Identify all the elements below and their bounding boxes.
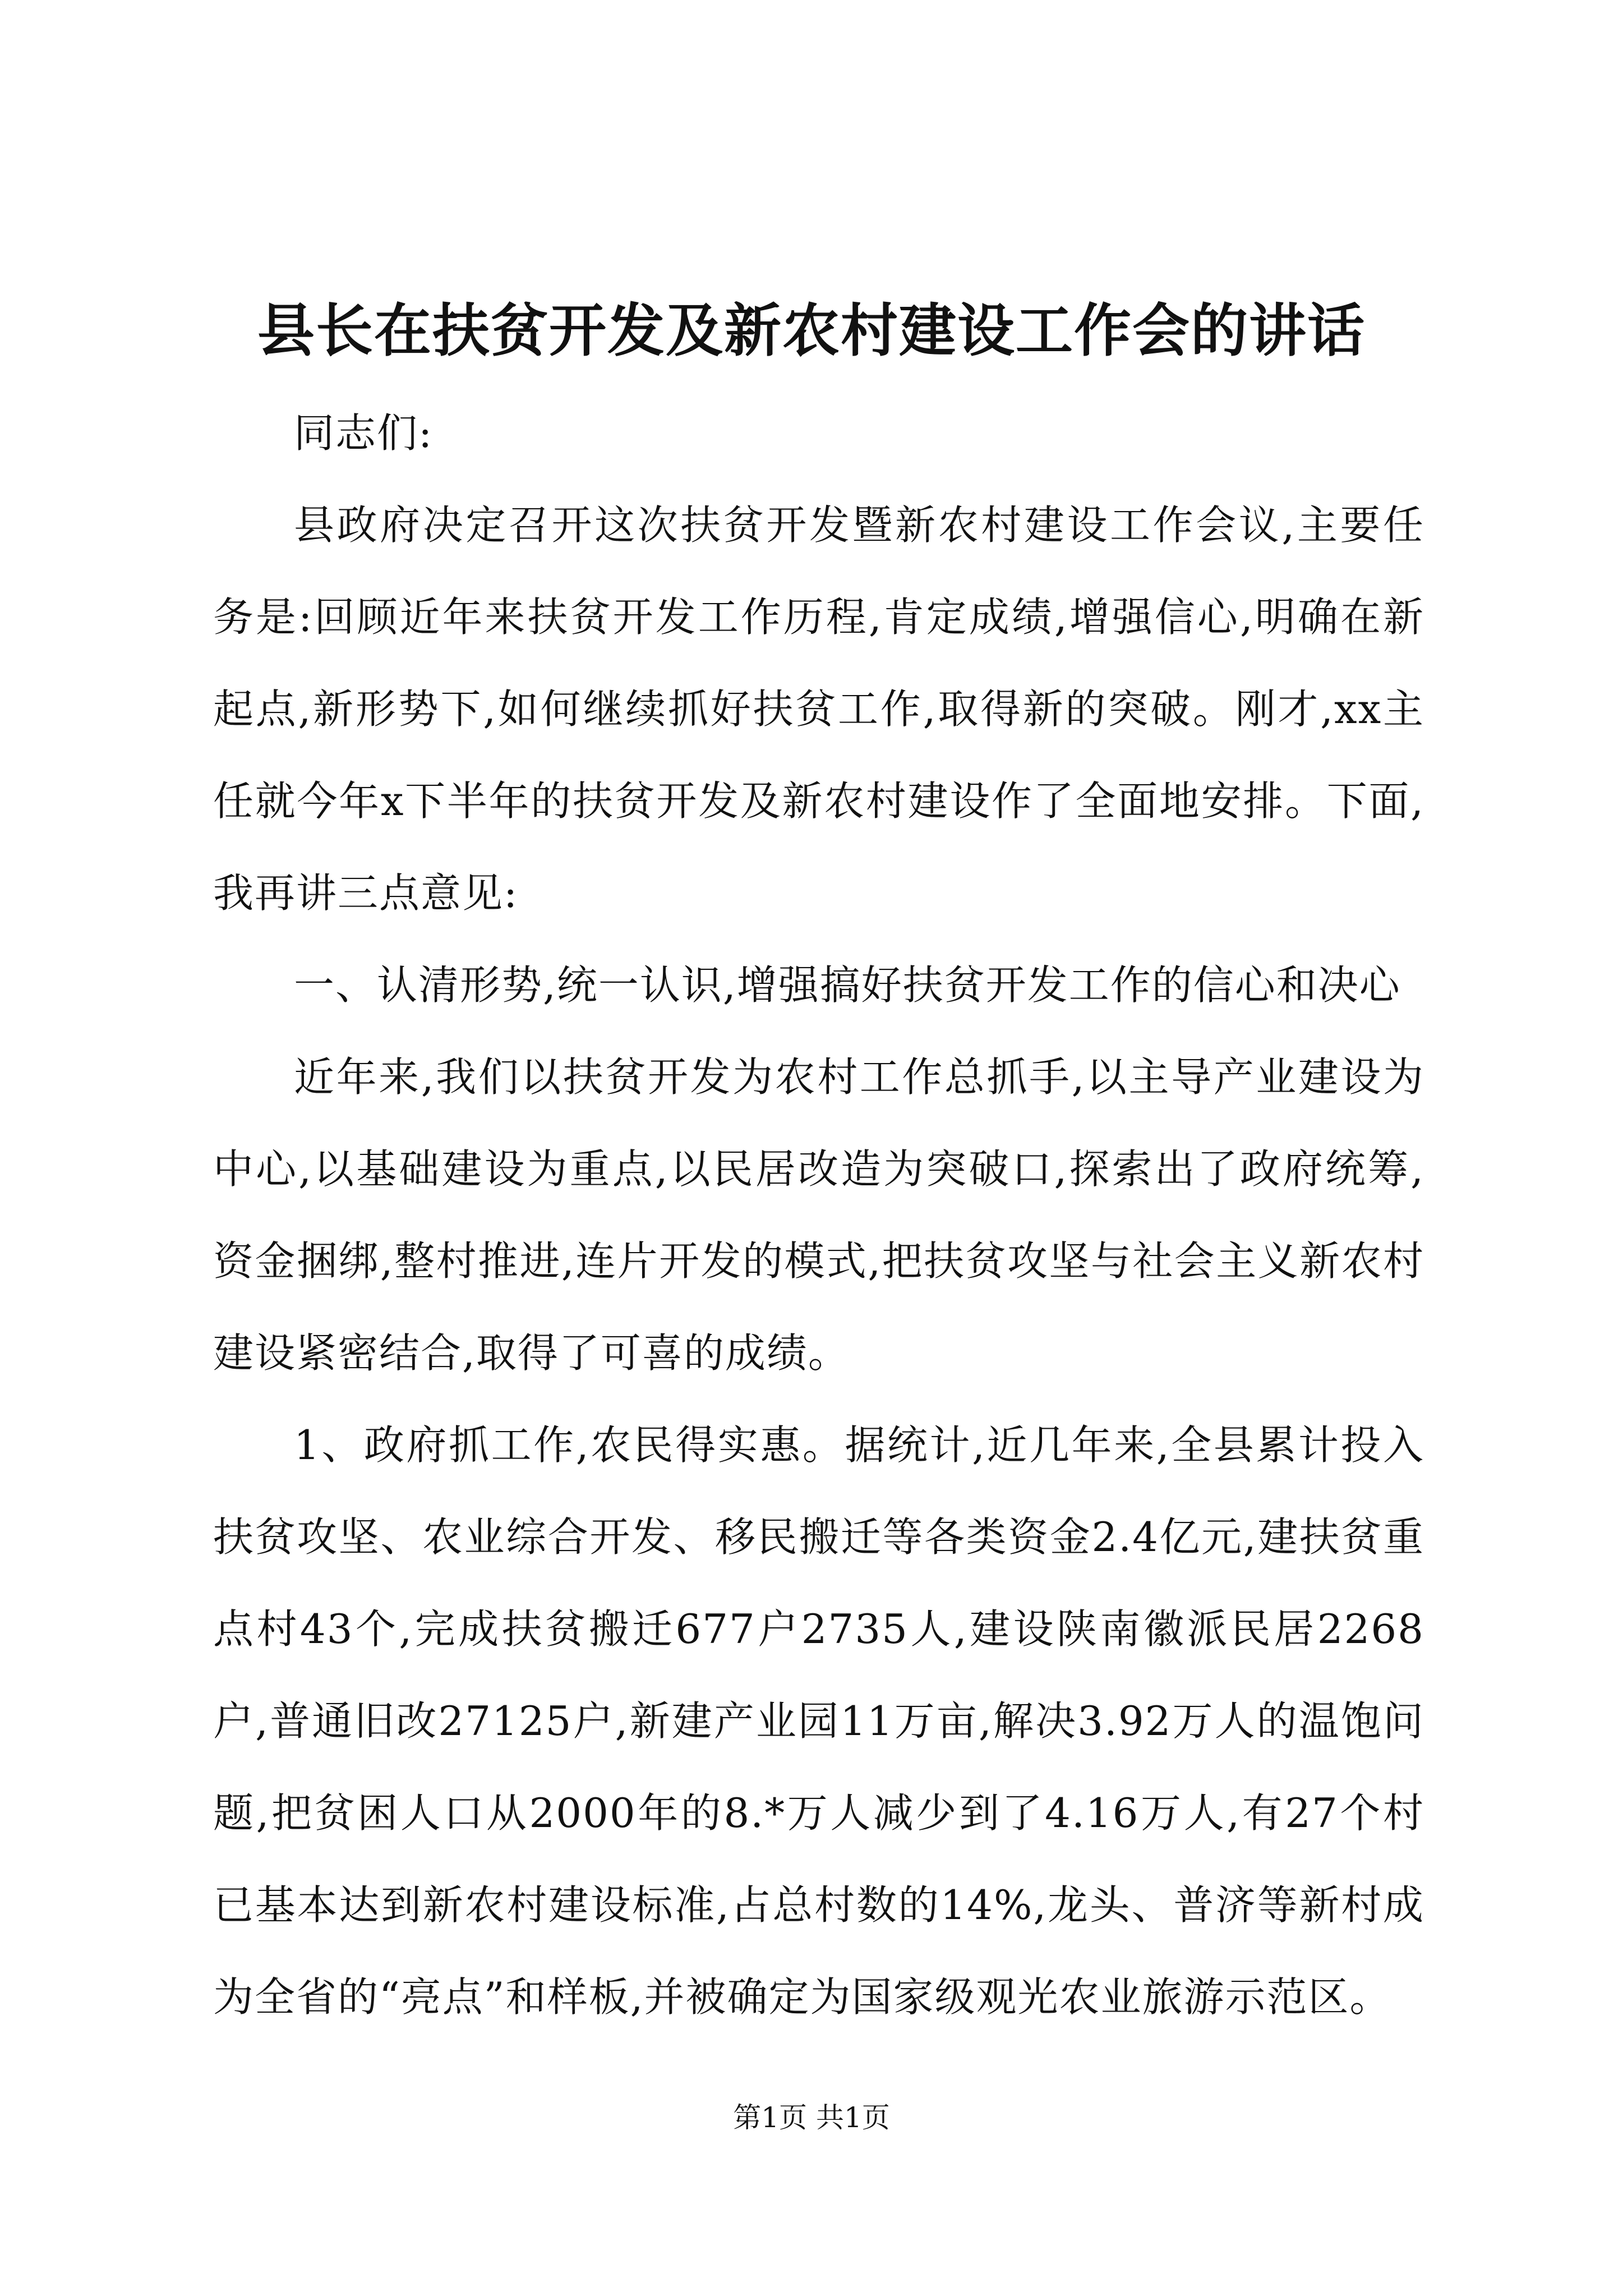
document-body (213, 387, 1424, 2043)
document-title: 县长在扶贫开发及新农村建设工作会的讲话 (257, 297, 1366, 365)
body-paragraph: 1、政府抓工作,农民得实惠。据统计,近几年来,全县累计投入扶贫攻坚、农业综合开发、移民搬迁等各类资金2.4亿元,建扶贫重点村43个,完成扶贫搬迁677户2735人,建设陕南徽派民居2268户,普通旧改27125户,新建产业园11万亩,解决3.92万人的温饱问题,把贫困人口从2000年的8.*万人减少到了4.16万人,有27个村已基本达到新农村建设标准,占总村数的14%,龙头、普济等新村成为全省的“亮点”和样板,并被确定为国家级观光农业旅游示范区。 (213, 1421, 1424, 2021)
page-footer: 第1页 共1页 (733, 2101, 890, 2134)
salutation: 同志们: (294, 409, 434, 457)
body-paragraph: 近年来,我们以扶贫开发为农村工作总抓手,以主导产业建设为中心,以基础建设为重点,以民居改造为突破口,探索出了政府统筹,资金捆绑,整村推进,连片开发的模式,把扶贫攻坚与社会主义新农村建设紧密结合,取得了可喜的成绩。 (213, 1053, 1424, 1377)
section-heading: 一、认清形势,统一认识,增强搞好扶贫开发工作的信心和决心 (294, 961, 1401, 1009)
intro-paragraph: 县政府决定召开这次扶贫开发暨新农村建设工作会议,主要任务是:回顾近年来扶贫开发工作历程,肯定成绩,增强信心,明确在新起点,新形势下,如何继续抓好扶贫工作,取得新的突破。刚才,xx主任就今年x下半年的扶贫开发及新农村建设作了全面地安排。下面,我再讲三点意见: (213, 501, 1424, 917)
